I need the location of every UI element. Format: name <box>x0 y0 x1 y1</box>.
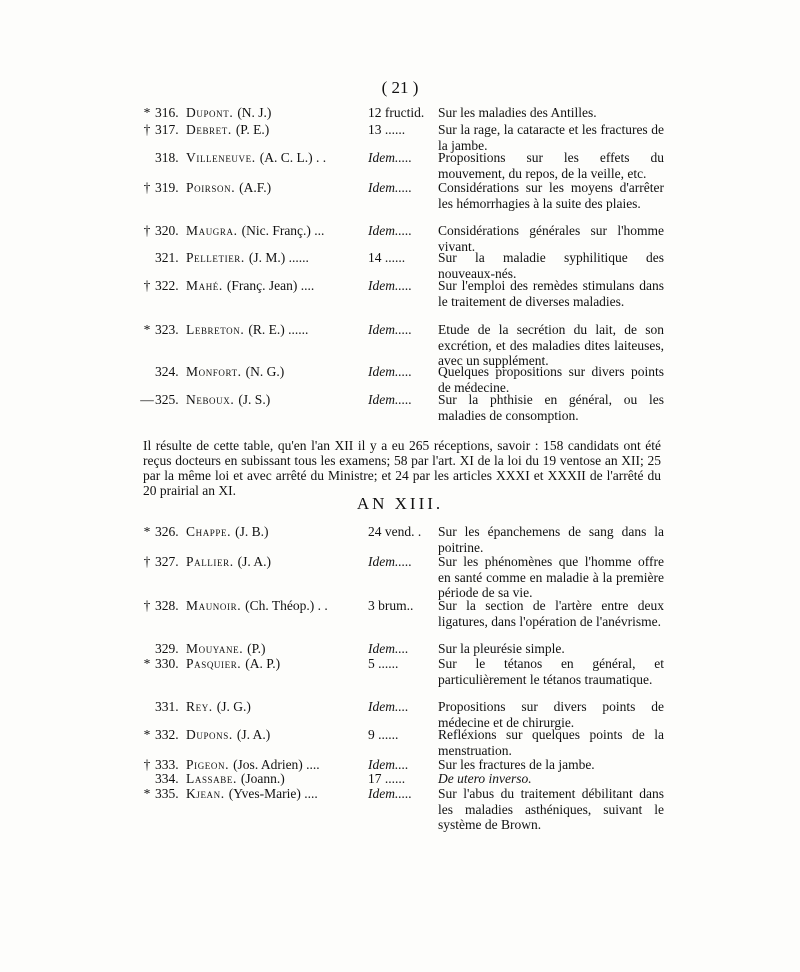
entry-author <box>186 786 318 802</box>
summary-paragraph: Il résulte de cette table, qu'en l'an XII il y a eu 265 réceptions, savoir : 158 candidats ont été reçus docteurs en subissant tous les examens; 58 par l'art. XI de la loi du 19 ventose an XII; 25 par la même loi et avec arrêté du Ministre; et 24 par les articles XXXI et XXXII de l'arrêté du 20 prairial an XI. <box>143 437 661 499</box>
author-surname: Pallier. <box>186 554 234 569</box>
entry-number: 319. <box>155 180 179 195</box>
entry-date: Idem..... <box>368 322 412 337</box>
entry-mark: — <box>140 392 154 407</box>
entry-title: Sur les phénomènes que l'homme offre en santé comme en maladie à la première période de sa vie. <box>438 554 664 600</box>
author-surname: Kjean. <box>186 786 225 801</box>
entry-date: 12 fructid. <box>368 105 425 120</box>
entry-title: Considérations sur les moyens d'arrêter les hémorrhagies à la suite des plaies. <box>438 180 664 211</box>
entry-author <box>186 727 270 743</box>
author-initials: (J. G.) <box>216 699 251 714</box>
entry-mark: † <box>143 223 151 238</box>
entry-date: 5 ...... <box>368 656 399 671</box>
entry-number: 334. <box>155 771 179 786</box>
entry-date: Idem..... <box>368 364 412 379</box>
entry-mark: * <box>143 524 151 539</box>
entry-mark: † <box>143 598 151 613</box>
author-surname: Lebreton. <box>186 322 245 337</box>
entry-author <box>186 554 271 570</box>
author-initials: (Ch. Théop.) . . <box>245 598 328 613</box>
entry-title: Quelques propositions sur divers points de médecine. <box>438 364 664 395</box>
entry-date: Idem..... <box>368 786 412 801</box>
entry-title: Propositions sur divers points de médecine et de chirurgie. <box>438 699 664 730</box>
entry-date: Idem.... <box>368 699 409 714</box>
entry-date: 13 ...... <box>368 122 406 137</box>
entry-mark: † <box>143 757 151 772</box>
author-surname: Pigeon. <box>186 757 230 772</box>
author-surname: Mahé. <box>186 278 223 293</box>
author-initials: (Nic. Franç.) ... <box>241 223 325 238</box>
entry-title: Sur la rage, la cataracte et les fractures de la jambe. <box>438 122 664 153</box>
entry-title: Sur la phthisie en général, ou les maladies de consomption. <box>438 392 664 423</box>
entry-number: 323. <box>155 322 179 337</box>
author-surname: Maunoir. <box>186 598 242 613</box>
entry-row <box>0 786 800 856</box>
author-surname: Monfort. <box>186 364 242 379</box>
author-surname: Villeneuve. <box>186 150 256 165</box>
entry-author <box>186 699 251 715</box>
entry-author <box>186 641 266 657</box>
author-initials: (A.F.) <box>239 180 272 195</box>
entry-date: Idem..... <box>368 150 412 165</box>
author-initials: (N. G.) <box>245 364 285 379</box>
entry-mark: * <box>143 105 151 120</box>
section-heading-an-xiii: AN XIII. <box>356 494 444 513</box>
entry-mark: * <box>143 786 151 801</box>
author-initials: (Franç. Jean) .... <box>226 278 315 293</box>
author-initials: (P. E.) <box>235 122 270 137</box>
author-initials: (P.) <box>247 641 266 656</box>
author-initials: (R. E.) ...... <box>248 322 309 337</box>
entry-number: 331. <box>155 699 179 714</box>
author-surname: Maugra. <box>186 223 238 238</box>
entry-number: 325. <box>155 392 179 407</box>
entry-title: Considérations générales sur l'homme vivant. <box>438 223 664 254</box>
entry-title: Sur les épanchemens de sang dans la poitrine. <box>438 524 664 555</box>
entry-date: Idem.... <box>368 757 409 772</box>
author-surname: Dupons. <box>186 727 233 742</box>
entry-date: Idem..... <box>368 278 412 293</box>
entry-number: 333. <box>155 757 179 772</box>
author-initials: (J. S.) <box>238 392 271 407</box>
author-surname: Rey. <box>186 699 213 714</box>
entry-number: 326. <box>155 524 179 539</box>
entry-mark: * <box>143 727 151 742</box>
entry-title: De utero inverso. <box>438 771 532 786</box>
entry-title: Sur l'emploi des remèdes stimulans dans le traitement de diverses maladies. <box>438 278 664 309</box>
author-surname: Neboux. <box>186 392 235 407</box>
author-surname: Pasquier. <box>186 656 242 671</box>
entry-title: Sur les maladies des Antilles. <box>438 105 597 120</box>
entry-number: 327. <box>155 554 179 569</box>
entry-number: 332. <box>155 727 179 742</box>
entry-title: Sur les fractures de la jambe. <box>438 757 595 772</box>
author-surname: Lassabe. <box>186 771 237 786</box>
author-initials: (Jos. Adrien) .... <box>233 757 320 772</box>
entry-number: 322. <box>155 278 179 293</box>
entry-date: 3 brum.. <box>368 598 414 613</box>
author-surname: Chappe. <box>186 524 232 539</box>
entry-number: 320. <box>155 223 179 238</box>
entry-number: 335. <box>155 786 179 801</box>
entry-date: Idem..... <box>368 223 412 238</box>
entry-number: 321. <box>155 250 179 265</box>
entry-mark: * <box>143 656 151 671</box>
entry-mark: † <box>143 180 151 195</box>
entry-date: Idem..... <box>368 554 412 569</box>
author-initials: (Yves-Marie) .... <box>228 786 318 801</box>
author-initials: (A. C. L.) . . <box>259 150 327 165</box>
entry-title: Etude de la secrétion du lait, de son excrétion, et des maladies dites laiteuses, avec un supplément. <box>438 322 664 368</box>
entry-date: Idem.... <box>368 641 409 656</box>
author-initials: (N. J.) <box>237 105 272 120</box>
entry-mark: * <box>143 322 151 337</box>
entry-number: 329. <box>155 641 179 656</box>
entry-number: 324. <box>155 364 179 379</box>
entry-number: 317. <box>155 122 179 137</box>
author-initials: (J. M.) ...... <box>248 250 309 265</box>
entry-author <box>186 598 328 614</box>
author-initials: (J. A.) <box>236 727 271 742</box>
author-initials: (J. A.) <box>237 554 272 569</box>
page-number: ( 21 ) <box>381 78 419 97</box>
author-surname: Debret. <box>186 122 232 137</box>
author-surname: Pelletier. <box>186 250 245 265</box>
entry-mark: † <box>143 554 151 569</box>
entry-mark: † <box>143 278 151 293</box>
entry-title: Propositions sur les effets du mouvement, du repos, de la veille, etc. <box>438 150 664 181</box>
author-initials: (J. B.) <box>235 524 269 539</box>
entry-date: Idem..... <box>368 392 412 407</box>
entry-author <box>186 656 280 672</box>
entry-date: Idem..... <box>368 180 412 195</box>
entry-date: 17 ...... <box>368 771 406 786</box>
entry-title: Refléxions sur quelques points de la menstruation. <box>438 727 664 758</box>
entry-number: 318. <box>155 150 179 165</box>
author-surname: Poirson. <box>186 180 236 195</box>
entry-number: 330. <box>155 656 179 671</box>
entry-title: Sur le tétanos en général, et particulièrement le tétanos traumatique. <box>438 656 664 687</box>
entry-title: Sur la pleurésie simple. <box>438 641 565 656</box>
entry-title: Sur l'abus du traitement débilitant dans les maladies asthéniques, suivant le système de Brown. <box>438 786 664 832</box>
entry-number: 316. <box>155 105 179 120</box>
entry-date: 24 vend. . <box>368 524 422 539</box>
entry-date: 9 ...... <box>368 727 399 742</box>
entry-date: 14 ...... <box>368 250 406 265</box>
entry-title: Sur la section de l'artère entre deux ligatures, dans l'opération de l'anévrisme. <box>438 598 664 629</box>
entry-author <box>186 524 268 540</box>
author-initials: (Joann.) <box>240 771 285 786</box>
entry-author <box>186 771 285 787</box>
author-initials: (A. P.) <box>245 656 281 671</box>
entry-mark: † <box>143 122 151 137</box>
entry-number: 328. <box>155 598 179 613</box>
author-surname: Dupont. <box>186 105 234 120</box>
entry-title: Sur la maladie syphilitique des nouveaux-nés. <box>438 250 664 281</box>
author-surname: Mouyane. <box>186 641 244 656</box>
